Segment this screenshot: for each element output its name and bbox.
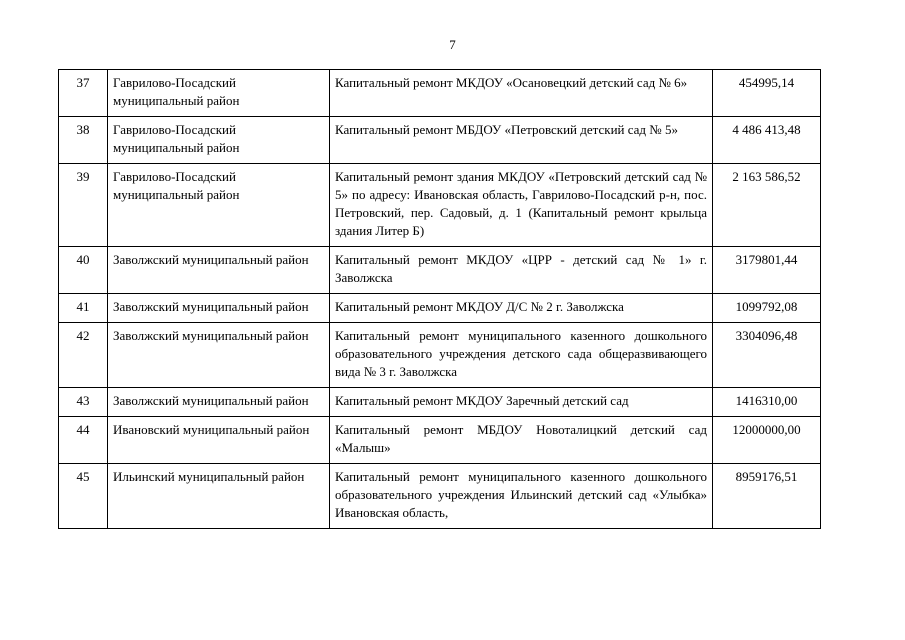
table-row [59,70,821,117]
row-number: 39 [59,164,108,247]
table-row [59,323,821,388]
description-cell: Капитальный ремонт здания МКДОУ «Петровский детский сад № 5» по адресу: Ивановская область, Гаврилово-Посадский р-н, пос. Петровский, пер. Садовый, д. 1 (Капитальный ремонт крыльца здания Литер Б) [330,164,713,247]
description-cell: Капитальный ремонт МКДОУ Д/С № 2 г. Заволжска [330,294,713,323]
description-cell: Капитальный ремонт МБДОУ Новоталицкий детский сад «Малыш» [330,417,713,464]
table-row [59,247,821,294]
amount-cell: 3179801,44 [713,247,821,294]
row-number: 37 [59,70,108,117]
table-row [59,464,821,529]
amount-cell: 2 163 586,52 [713,164,821,247]
table-row [59,417,821,464]
row-number: 40 [59,247,108,294]
row-number: 44 [59,417,108,464]
description-cell: Капитальный ремонт МКДОУ Заречный детский сад [330,388,713,417]
table-row [59,294,821,323]
district-cell: Ильинский муниципальный район [108,464,330,529]
district-cell: Гаврилово-Посадский муниципальный район [108,117,330,164]
district-cell: Гаврилово-Посадский муниципальный район [108,164,330,247]
description-cell: Капитальный ремонт муниципального казенного дошкольного образовательного учреждения Ильинский детский сад «Улыбка» Ивановская область, [330,464,713,529]
funding-table [58,69,821,529]
description-cell: Капитальный ремонт МБДОУ «Петровский детский сад № 5» [330,117,713,164]
row-number: 38 [59,117,108,164]
amount-cell: 4 486 413,48 [713,117,821,164]
district-cell: Заволжский муниципальный район [108,388,330,417]
district-cell: Ивановский муниципальный район [108,417,330,464]
row-number: 43 [59,388,108,417]
district-cell: Гаврилово-Посадский муниципальный район [108,70,330,117]
table-row [59,388,821,417]
amount-cell: 1099792,08 [713,294,821,323]
district-cell: Заволжский муниципальный район [108,323,330,388]
description-cell: Капитальный ремонт МКДОУ «Осановецкий детский сад № 6» [330,70,713,117]
row-number: 45 [59,464,108,529]
table-row [59,117,821,164]
row-number: 42 [59,323,108,388]
district-cell: Заволжский муниципальный район [108,247,330,294]
amount-cell: 8959176,51 [713,464,821,529]
amount-cell: 12000000,00 [713,417,821,464]
amount-cell: 3304096,48 [713,323,821,388]
district-cell: Заволжский муниципальный район [108,294,330,323]
amount-cell: 1416310,00 [713,388,821,417]
amount-cell: 454995,14 [713,70,821,117]
description-cell: Капитальный ремонт муниципального казенного дошкольного образовательного учреждения детского сада общеразвивающего вида № 3 г. Заволжска [330,323,713,388]
page-number: 7 [449,37,456,52]
row-number: 41 [59,294,108,323]
table-row [59,164,821,247]
description-cell: Капитальный ремонт МКДОУ «ЦРР - детский сад № 1» г. Заволжска [330,247,713,294]
